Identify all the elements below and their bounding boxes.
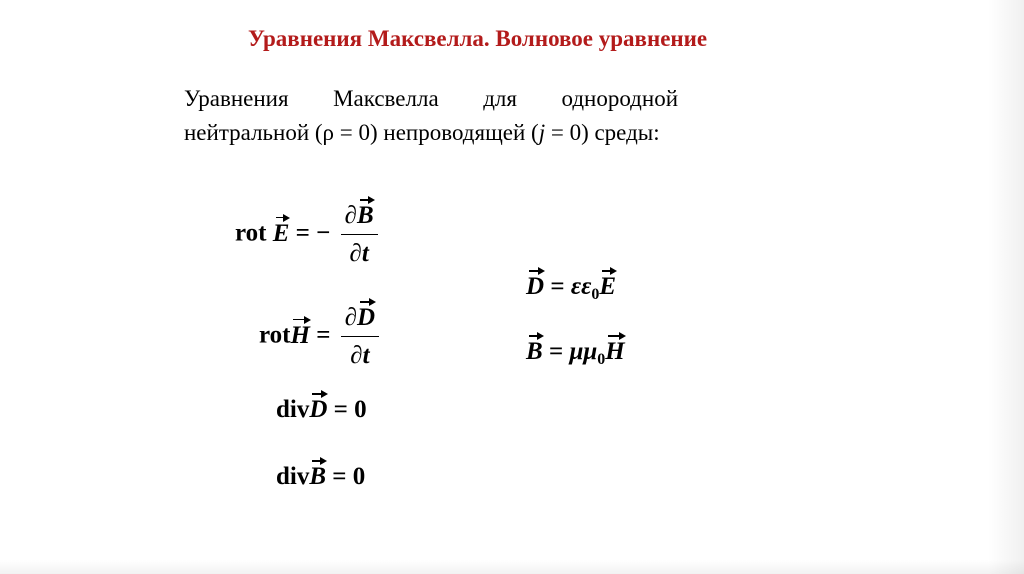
equals-zero: = 0 — [333, 396, 367, 423]
vector-b: B — [309, 463, 327, 490]
fraction-numerator — [341, 202, 378, 235]
equals-sign: = — [316, 321, 331, 349]
equation-d-eps-e — [526, 273, 616, 304]
equals-zero: = 0 — [332, 463, 366, 490]
rot-operator: rot — [259, 321, 291, 349]
equation-rot-h — [259, 304, 379, 370]
vector-h: H — [290, 321, 310, 349]
vector-d: D — [309, 396, 328, 423]
slide-title: Уравнения Максвелла. Волновое уравнение — [248, 26, 708, 51]
rot-operator: rot — [235, 219, 267, 247]
fraction-denominator: ∂t — [350, 342, 370, 369]
subscript-zero: 0 — [591, 286, 600, 303]
partial-symbol: ∂ — [344, 202, 358, 229]
fraction-dd-dt — [341, 304, 379, 370]
equation-b-mu-h — [526, 338, 625, 369]
fraction-denominator: ∂t — [349, 240, 369, 267]
partial-symbol: ∂ — [344, 304, 358, 331]
current-density-symbol: j — [538, 120, 546, 145]
vector-e: E — [272, 219, 290, 247]
vector-b: B — [526, 338, 543, 365]
intro-paragraph — [184, 82, 678, 150]
equation-rot-e — [235, 202, 378, 268]
equals-sign: = — [550, 273, 565, 300]
vector-d: D — [357, 304, 376, 331]
vector-d: D — [526, 273, 545, 300]
permeability-symbol: μμ — [569, 338, 598, 365]
vector-b: B — [357, 202, 374, 229]
vector-h: H — [605, 338, 625, 365]
div-operator: div — [276, 396, 310, 423]
equals-sign: = — [548, 338, 564, 365]
paragraph-text-1: Уравнения Максвелла для однородной нейтральной (ρ = 0) непроводящей ( — [184, 86, 678, 145]
equation-div-d — [276, 396, 367, 424]
fraction-db-dt — [341, 202, 378, 268]
permittivity-symbol: εε — [570, 273, 592, 300]
div-operator: div — [276, 463, 310, 490]
vector-e: E — [599, 273, 617, 300]
slide-bottom-shadow — [0, 560, 1024, 574]
slide-edge-shadow — [988, 0, 1024, 574]
equation-div-b — [276, 463, 365, 491]
equals-minus: = − — [295, 219, 331, 247]
paragraph-text-2: = 0) среды: — [545, 120, 660, 145]
subscript-zero: 0 — [597, 351, 606, 368]
fraction-numerator — [341, 304, 379, 337]
